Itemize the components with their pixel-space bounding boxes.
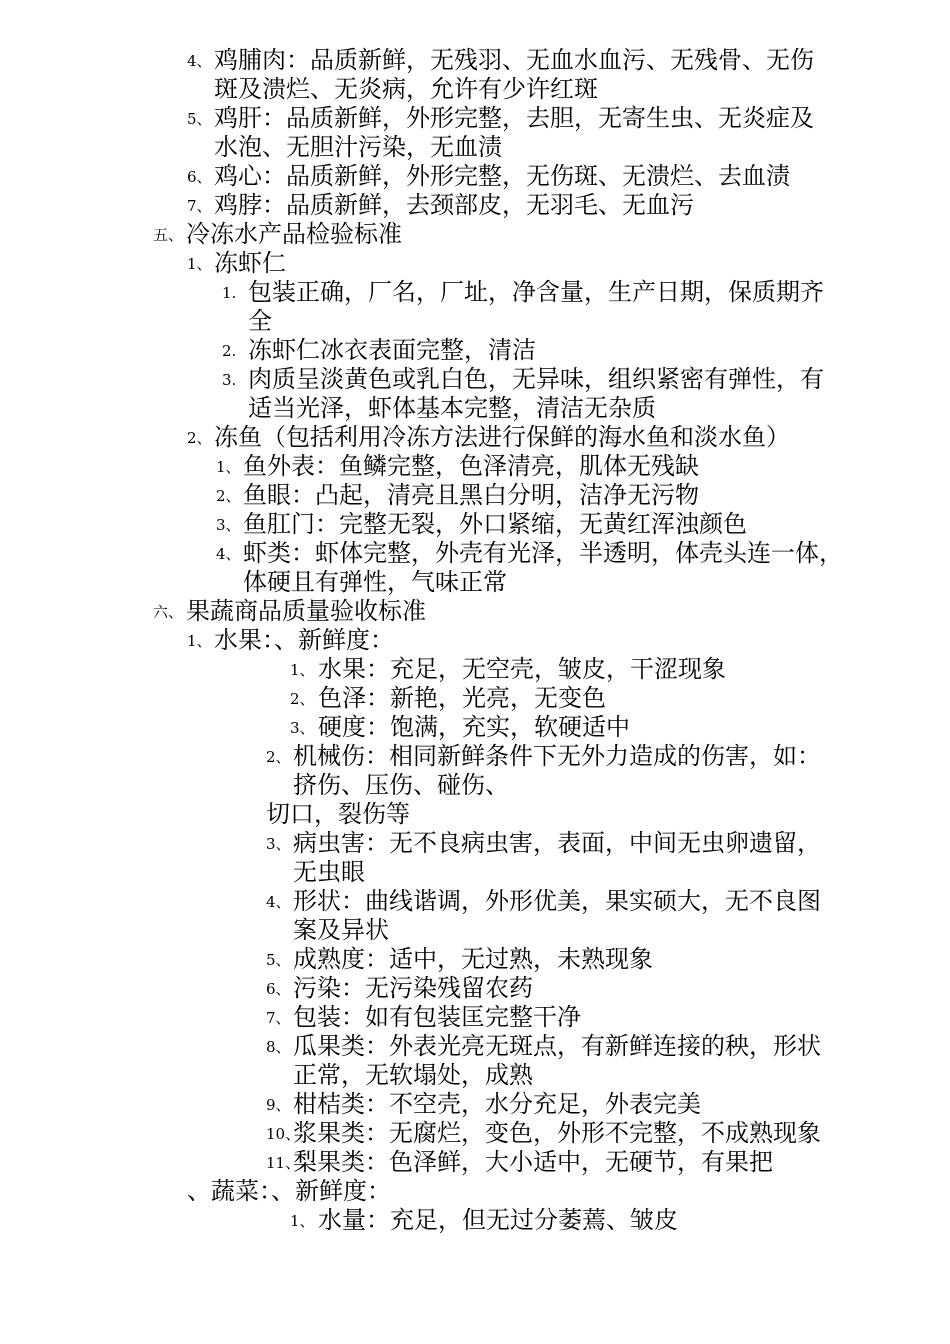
list-marker: 10、 bbox=[266, 1125, 301, 1143]
list-text: 体硬且有弹性，气味正常 bbox=[243, 568, 507, 596]
list-marker: 1、 bbox=[187, 255, 212, 273]
list-text: 鱼肛门：完整无裂，外口紧缩，无黄红浑浊颜色 bbox=[243, 510, 747, 538]
list-marker: 2、 bbox=[266, 748, 291, 766]
list-marker: 8、 bbox=[266, 1038, 291, 1056]
list-marker: 1、 bbox=[290, 1212, 315, 1230]
list-marker: 7、 bbox=[187, 197, 212, 215]
list-marker: 1、 bbox=[290, 661, 315, 679]
list-text: 形状：曲线谐调，外形优美，果实硕大，无不良图 bbox=[293, 887, 821, 915]
list-text: 适当光泽，虾体基本完整，清洁无杂质 bbox=[248, 394, 656, 422]
list-marker: 11、 bbox=[266, 1154, 301, 1172]
list-marker: 2、 bbox=[290, 690, 315, 708]
list-marker: 7、 bbox=[266, 1009, 291, 1027]
list-text: 梨果类：色泽鲜，大小适中，无硬节，有果把 bbox=[293, 1148, 773, 1176]
list-text: 包装：如有包装匡完整干净 bbox=[293, 1003, 581, 1031]
list-text: 虾类：虾体完整，外壳有光泽，半透明，体壳头连一体， bbox=[243, 539, 843, 567]
list-text: 无虫眼 bbox=[293, 858, 365, 886]
list-text: 冻虾仁 bbox=[214, 249, 286, 277]
list-text: 瓜果类：外表光亮无斑点，有新鲜连接的秧，形状 bbox=[293, 1032, 821, 1060]
list-marker: 1、 bbox=[187, 632, 212, 650]
list-marker: 4、 bbox=[187, 52, 212, 70]
list-text: 冻虾仁冰衣表面完整，清洁 bbox=[248, 336, 536, 364]
section-title: 果蔬商品质量验收标准 bbox=[186, 597, 426, 625]
section-marker: 六、 bbox=[153, 603, 184, 621]
list-text: 浆果类：无腐烂，变色，外形不完整，不成熟现象 bbox=[293, 1119, 821, 1147]
list-marker: 2、 bbox=[187, 429, 212, 447]
list-marker: 1、 bbox=[216, 458, 241, 476]
list-marker: 3、 bbox=[216, 516, 241, 534]
list-marker: 2. bbox=[222, 342, 237, 360]
section-title: 冷冻水产品检验标准 bbox=[186, 220, 402, 248]
list-text: 鸡肝：品质新鲜，外形完整，去胆，无寄生虫、无炎症及 bbox=[214, 104, 814, 132]
list-text: 水果：、新鲜度： bbox=[214, 626, 394, 654]
list-marker: 4、 bbox=[266, 893, 291, 911]
list-marker: 4、 bbox=[216, 545, 241, 563]
list-text: 挤伤、压伤、碰伤、 bbox=[293, 771, 509, 799]
list-marker: 3. bbox=[222, 371, 237, 389]
list-text: 水果：充足，无空壳，皱皮，干涩现象 bbox=[318, 655, 726, 683]
list-text: 水泡、无胆汁污染，无血渍 bbox=[214, 133, 502, 161]
list-text: 切口，裂伤等 bbox=[266, 800, 410, 828]
list-text: 鱼眼：凸起，清亮且黑白分明，洁净无污物 bbox=[243, 481, 699, 509]
section-marker: 五、 bbox=[153, 226, 184, 244]
list-marker: 3、 bbox=[290, 719, 315, 737]
list-text: 鸡脯肉：品质新鲜，无残羽、无血水血污、无残骨、无伤 bbox=[214, 46, 814, 74]
list-marker: 6、 bbox=[187, 168, 212, 186]
list-text: 水量：充足，但无过分萎蔫、皱皮 bbox=[318, 1206, 678, 1234]
list-text: 鱼外表：鱼鳞完整，色泽清亮，肌体无残缺 bbox=[243, 452, 699, 480]
list-text: 正常，无软塌处，成熟 bbox=[293, 1061, 533, 1089]
list-text: 肉质呈淡黄色或乳白色，无异味，组织紧密有弹性，有 bbox=[248, 365, 824, 393]
list-marker: 6、 bbox=[266, 980, 291, 998]
list-text: 鸡脖：品质新鲜，去颈部皮，无羽毛、无血污 bbox=[214, 191, 694, 219]
list-text: 色泽：新艳，光亮，无变色 bbox=[318, 684, 606, 712]
list-text: 柑桔类：不空壳，水分充足，外表完美 bbox=[293, 1090, 701, 1118]
list-text: 全 bbox=[248, 307, 272, 335]
list-text: 硬度：饱满，充实，软硬适中 bbox=[318, 713, 630, 741]
list-text: 案及异状 bbox=[293, 916, 389, 944]
list-marker: 2、 bbox=[216, 487, 241, 505]
list-text: 成熟度：适中，无过熟，未熟现象 bbox=[293, 945, 653, 973]
list-text: 鸡心：品质新鲜，外形完整，无伤斑、无溃烂、去血渍 bbox=[214, 162, 790, 190]
list-text: 、蔬菜：、新鲜度： bbox=[187, 1177, 391, 1205]
list-text: 机械伤：相同新鲜条件下无外力造成的伤害，如： bbox=[293, 742, 821, 770]
list-text: 冻鱼（包括利用冷冻方法进行保鲜的海水鱼和淡水鱼） bbox=[214, 423, 790, 451]
list-marker: 1. bbox=[222, 284, 237, 302]
list-text: 污染：无污染残留农药 bbox=[293, 974, 533, 1002]
list-text: 病虫害：无不良病虫害，表面，中间无虫卵遗留， bbox=[293, 829, 821, 857]
list-text: 斑及溃烂、无炎病，允许有少许红斑 bbox=[214, 75, 598, 103]
list-marker: 5、 bbox=[187, 110, 212, 128]
list-marker: 3、 bbox=[266, 835, 291, 853]
list-text: 包装正确，厂名，厂址，净含量，生产日期，保质期齐 bbox=[248, 278, 824, 306]
list-marker: 5、 bbox=[266, 951, 291, 969]
list-marker: 9、 bbox=[266, 1096, 291, 1114]
